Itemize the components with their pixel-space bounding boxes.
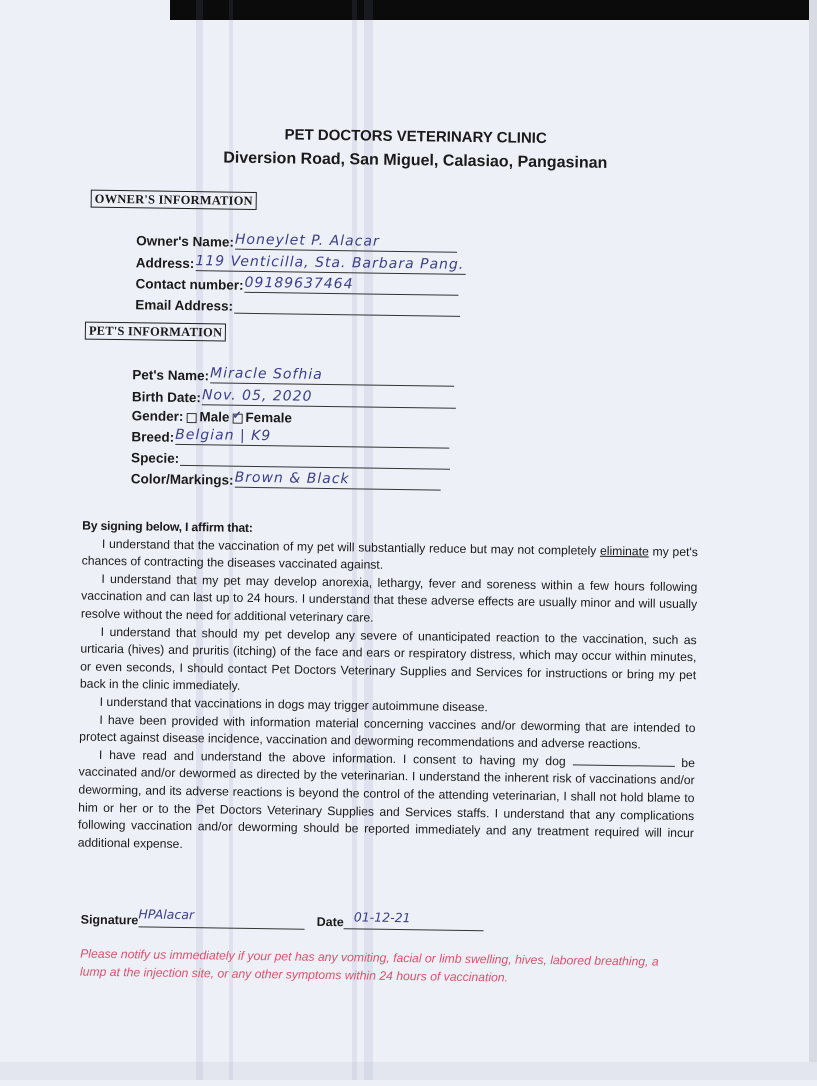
pet-name-field[interactable]: Miracle Sofhia bbox=[210, 365, 454, 386]
owner-name-field[interactable]: Honeylet P. Alacar bbox=[235, 232, 457, 253]
clinic-name: PET DOCTORS VETERINARY CLINIC bbox=[284, 126, 547, 148]
pet-gender-row bbox=[132, 408, 293, 425]
consent-text: be vaccinated and/or dewormed as directed by the veterinarian. I understand the inherent risk of vaccinations and/or deworming, and its adverse reactions is beyond the control of the attending veterinarian, I shall not hold blame to him or her or to the Pet Doctors Veterinary Supplies and Services staffs. I understand that any complications following vaccination and/or deworming should be reported immediately and any treatment required will incur additional expense. bbox=[77, 755, 696, 851]
pet-birth-row bbox=[132, 386, 456, 409]
owner-contact-field[interactable]: 09189637464 bbox=[244, 275, 458, 296]
signature-label: Signature bbox=[80, 912, 139, 928]
date-field[interactable]: 01-12-21 bbox=[344, 909, 484, 931]
consent-paragraph: I understand that my pet may develop anorexia, lethargy, fever and soreness within a few hours following vaccination and can last up to 24 hours. I understand that these adverse effects are usually minor and will usually resolve without the need for additional veterinary care. bbox=[80, 571, 698, 625]
consent-paragraph bbox=[78, 746, 695, 860]
consent-underlined-word: eliminate bbox=[599, 543, 649, 559]
gender-male-checkbox[interactable] bbox=[186, 413, 196, 423]
owner-section-title: OWNER'S INFORMATION bbox=[91, 190, 257, 210]
consent-text: I have read and understand the above information. I consent to having my dog bbox=[98, 747, 566, 769]
pet-birth-field[interactable]: Nov. 05, 2020 bbox=[202, 387, 456, 409]
pet-specie-label: Specie: bbox=[131, 450, 180, 466]
consent-heading: By signing below, I affirm that: bbox=[82, 518, 253, 535]
pet-name-row bbox=[132, 364, 454, 386]
pet-specie-field[interactable] bbox=[180, 448, 450, 470]
owner-email-row bbox=[135, 294, 460, 317]
signature-row bbox=[81, 906, 305, 930]
owner-contact-label: Contact number: bbox=[135, 276, 244, 293]
post-vaccination-notice: Please notify us immediately if your pet has any vomiting, facial or limb swelling, hives, labored breathing, a lump at the injection site, or any other symptoms within 24 hours of vaccination. bbox=[79, 946, 659, 985]
owner-contact-row bbox=[135, 273, 458, 296]
signature-field[interactable]: HPAlacar bbox=[138, 906, 304, 929]
date-row bbox=[317, 909, 484, 931]
pet-color-row bbox=[131, 468, 441, 490]
pet-breed-row bbox=[131, 426, 449, 448]
pet-breed-field[interactable]: Belgian | K9 bbox=[175, 427, 449, 449]
consent-statement bbox=[78, 518, 699, 861]
clinic-address: Diversion Road, San Miguel, Calasiao, Pangasinan bbox=[223, 149, 608, 172]
pet-color-label: Color/Markings: bbox=[130, 471, 234, 488]
pet-specie-row bbox=[131, 447, 450, 469]
owner-email-field[interactable] bbox=[234, 296, 460, 317]
pet-breed-label: Breed: bbox=[131, 429, 175, 445]
consent-text: my pet's chances of contracting the diseases vaccinated against. bbox=[81, 544, 698, 572]
owner-name-row bbox=[136, 230, 457, 252]
consent-text: I understand that the vaccination of my pet will substantially reduce but may not completely bbox=[101, 536, 597, 558]
pet-birth-label: Birth Date: bbox=[131, 389, 202, 406]
consent-paragraph: I have been provided with information material concerning vaccines and/or deworming that are intended to protect against disease incidence, vaccination and deworming recommendations and adverse reactions. bbox=[79, 712, 696, 752]
pet-gender-label: Gender: bbox=[131, 408, 184, 424]
gender-male-label: Male bbox=[199, 409, 230, 425]
pet-section-title: PET'S INFORMATION bbox=[85, 322, 227, 342]
pet-name-label: Pet's Name: bbox=[132, 367, 210, 384]
owner-address-field[interactable]: 119 Venticilla, Sta. Barbara Pang. bbox=[195, 253, 465, 275]
dog-name-blank[interactable] bbox=[572, 753, 674, 766]
owner-address-label: Address: bbox=[135, 255, 195, 272]
consent-paragraph: I understand that vaccinations in dogs may trigger autoimmune disease. bbox=[99, 694, 488, 715]
gender-female-checkbox[interactable] bbox=[232, 413, 242, 423]
pet-color-field[interactable]: Brown & Black bbox=[234, 470, 440, 491]
owner-name-label: Owner's Name: bbox=[136, 233, 234, 250]
date-label: Date bbox=[316, 914, 344, 930]
owner-address-row bbox=[136, 252, 466, 275]
owner-email-label: Email Address: bbox=[135, 297, 234, 314]
consent-paragraph: I understand that should my pet develop any severe of unanticipated reaction to the vaccination, such as urticaria (hives) and pruritis (itching) of the face and ears or respiratory distress, which may occur within minutes, or even seconds, I should contact Pet Doctors Veterinary Supplies and Services for instructions or bring my pet back in the clinic immediately. bbox=[79, 624, 697, 694]
gender-female-label: Female bbox=[245, 409, 293, 426]
